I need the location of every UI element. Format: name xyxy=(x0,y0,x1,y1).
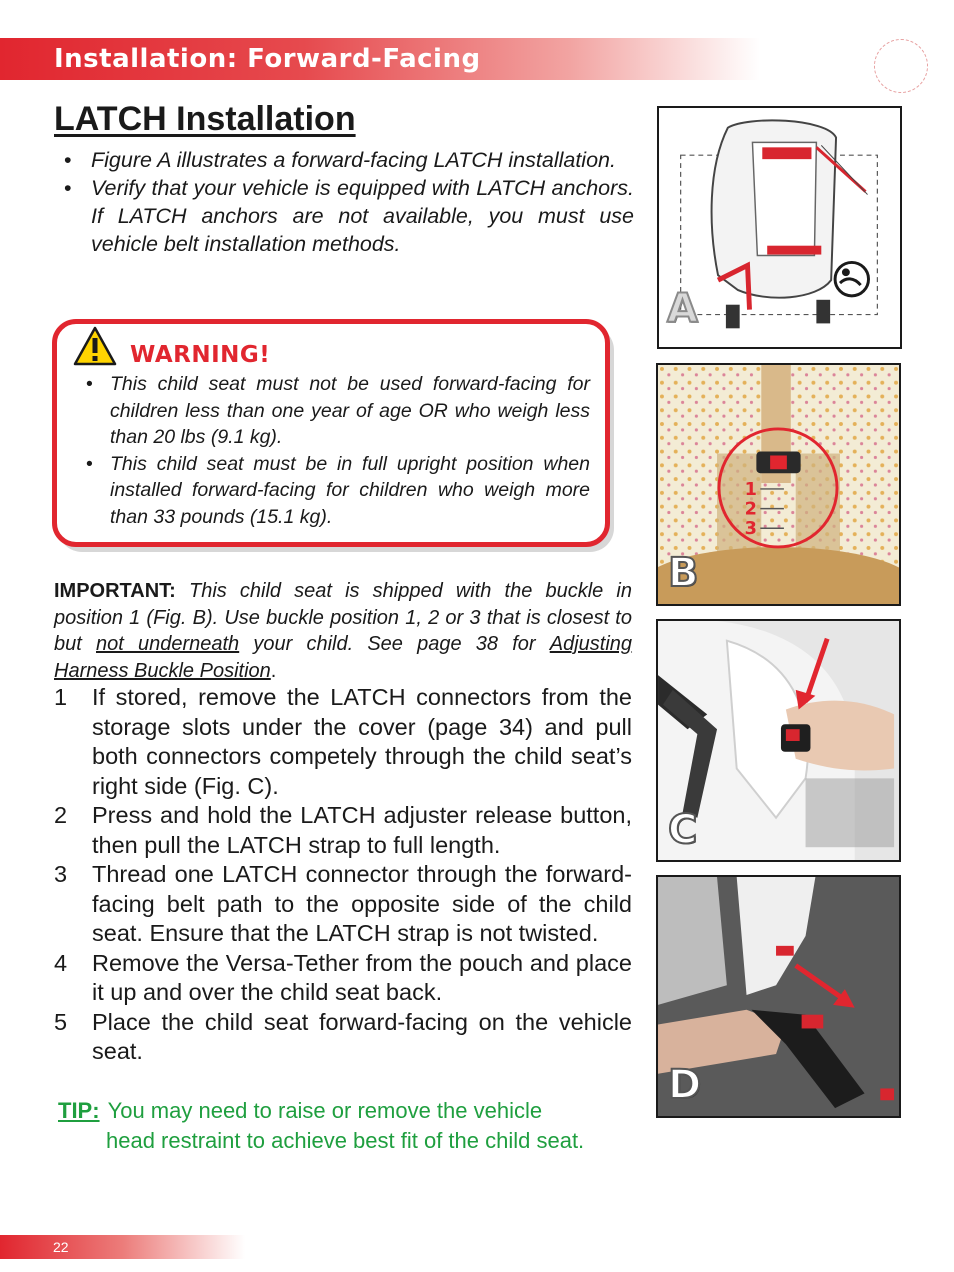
figure-d-tether-photo xyxy=(656,875,901,1118)
step-3 xyxy=(54,860,632,949)
intro-bullet-list xyxy=(64,146,634,258)
step-number: 5 xyxy=(54,1008,68,1035)
step-text: Press and hold the LATCH adjuster release button, then pull the LATCH strap to full length. xyxy=(92,802,632,858)
figure-d-letter: D xyxy=(668,1062,702,1108)
important-text-1: This child seat is shipped with the buckle in position 1 (Fig. B). Use buckle position 1, 2 or 3 that is closest to but xyxy=(54,580,633,655)
important-end: . xyxy=(270,659,277,682)
intro-bullet-1: • Figure A illustrates a forward-facing LATCH installation. xyxy=(64,146,634,174)
section-title: LATCH Installation xyxy=(54,100,356,138)
figure-b-letter: B xyxy=(668,550,699,596)
tip-line-2: head restraint to achieve best fit of the child seat. xyxy=(106,1127,585,1153)
important-label: IMPORTANT: xyxy=(54,580,176,602)
tip-label: TIP: xyxy=(58,1098,100,1123)
warning-title: WARNING! xyxy=(130,342,271,368)
figure-a-latch-diagram xyxy=(657,106,902,349)
step-4 xyxy=(54,949,632,1008)
step-text: Thread one LATCH connector through the forward-facing belt path to the opposite side of the child seat. Ensure that the LATCH strap is not twisted. xyxy=(92,861,632,946)
buckle-position-2: 2 xyxy=(744,499,757,520)
important-link-not-underneath: not underneath xyxy=(96,633,240,655)
header-title: Installation: Forward-Facing xyxy=(54,44,481,74)
figure-a-letter: A xyxy=(667,286,698,332)
step-number: 1 xyxy=(54,684,68,710)
step-text: Remove the Versa-Tether from the pouch and place it up and over the child seat back. xyxy=(92,949,632,1005)
steps-list xyxy=(54,683,632,1067)
figure-c-connector-photo xyxy=(656,619,901,862)
important-text-2: your child. See page 38 for xyxy=(253,633,536,655)
warning-triangle-icon xyxy=(73,326,117,366)
page-number: 22 xyxy=(53,1239,69,1255)
figure-c-letter: C xyxy=(668,807,698,853)
important-note xyxy=(54,578,632,684)
intro-bullet-2: • Verify that your vehicle is equipped with LATCH anchors. If LATCH anchors are not available, you must use vehicle belt installation methods. xyxy=(64,174,634,258)
step-5 xyxy=(54,1008,632,1067)
corner-circle-decoration xyxy=(874,39,928,93)
step-1 xyxy=(54,683,632,801)
warning-list xyxy=(86,371,590,530)
buckle-position-1: 1 xyxy=(744,479,757,500)
step-text: If stored, remove the LATCH connectors from the storage slots under the cover (page 34) and pull both connectors competely through the child seat’s right side (Fig. C). xyxy=(92,684,632,799)
step-text: Place the child seat forward-facing on the vehicle seat. xyxy=(92,1008,632,1064)
buckle-position-3: 3 xyxy=(744,519,757,540)
step-number: 4 xyxy=(54,949,68,976)
step-2 xyxy=(54,801,632,860)
step-number: 2 xyxy=(54,802,68,828)
important-link-adjusting-harness: Adjusting Harness Buckle Position xyxy=(54,633,633,682)
warning-item-1: • This child seat must not be used forward-facing for children less than one year of age OR who weigh less than 20 lbs (9.1 kg). xyxy=(86,371,590,451)
figure-b-buckle-positions xyxy=(656,363,901,606)
warning-item-2: • This child seat must be in full upright position when installed forward-facing for children who weigh more than 33 pounds (15.1 kg). xyxy=(86,451,590,531)
step-number: 3 xyxy=(54,861,68,887)
tip-line-1: You may need to raise or remove the vehicle xyxy=(107,1098,543,1123)
tip-note xyxy=(58,1096,632,1155)
footer-bar xyxy=(0,1235,245,1259)
